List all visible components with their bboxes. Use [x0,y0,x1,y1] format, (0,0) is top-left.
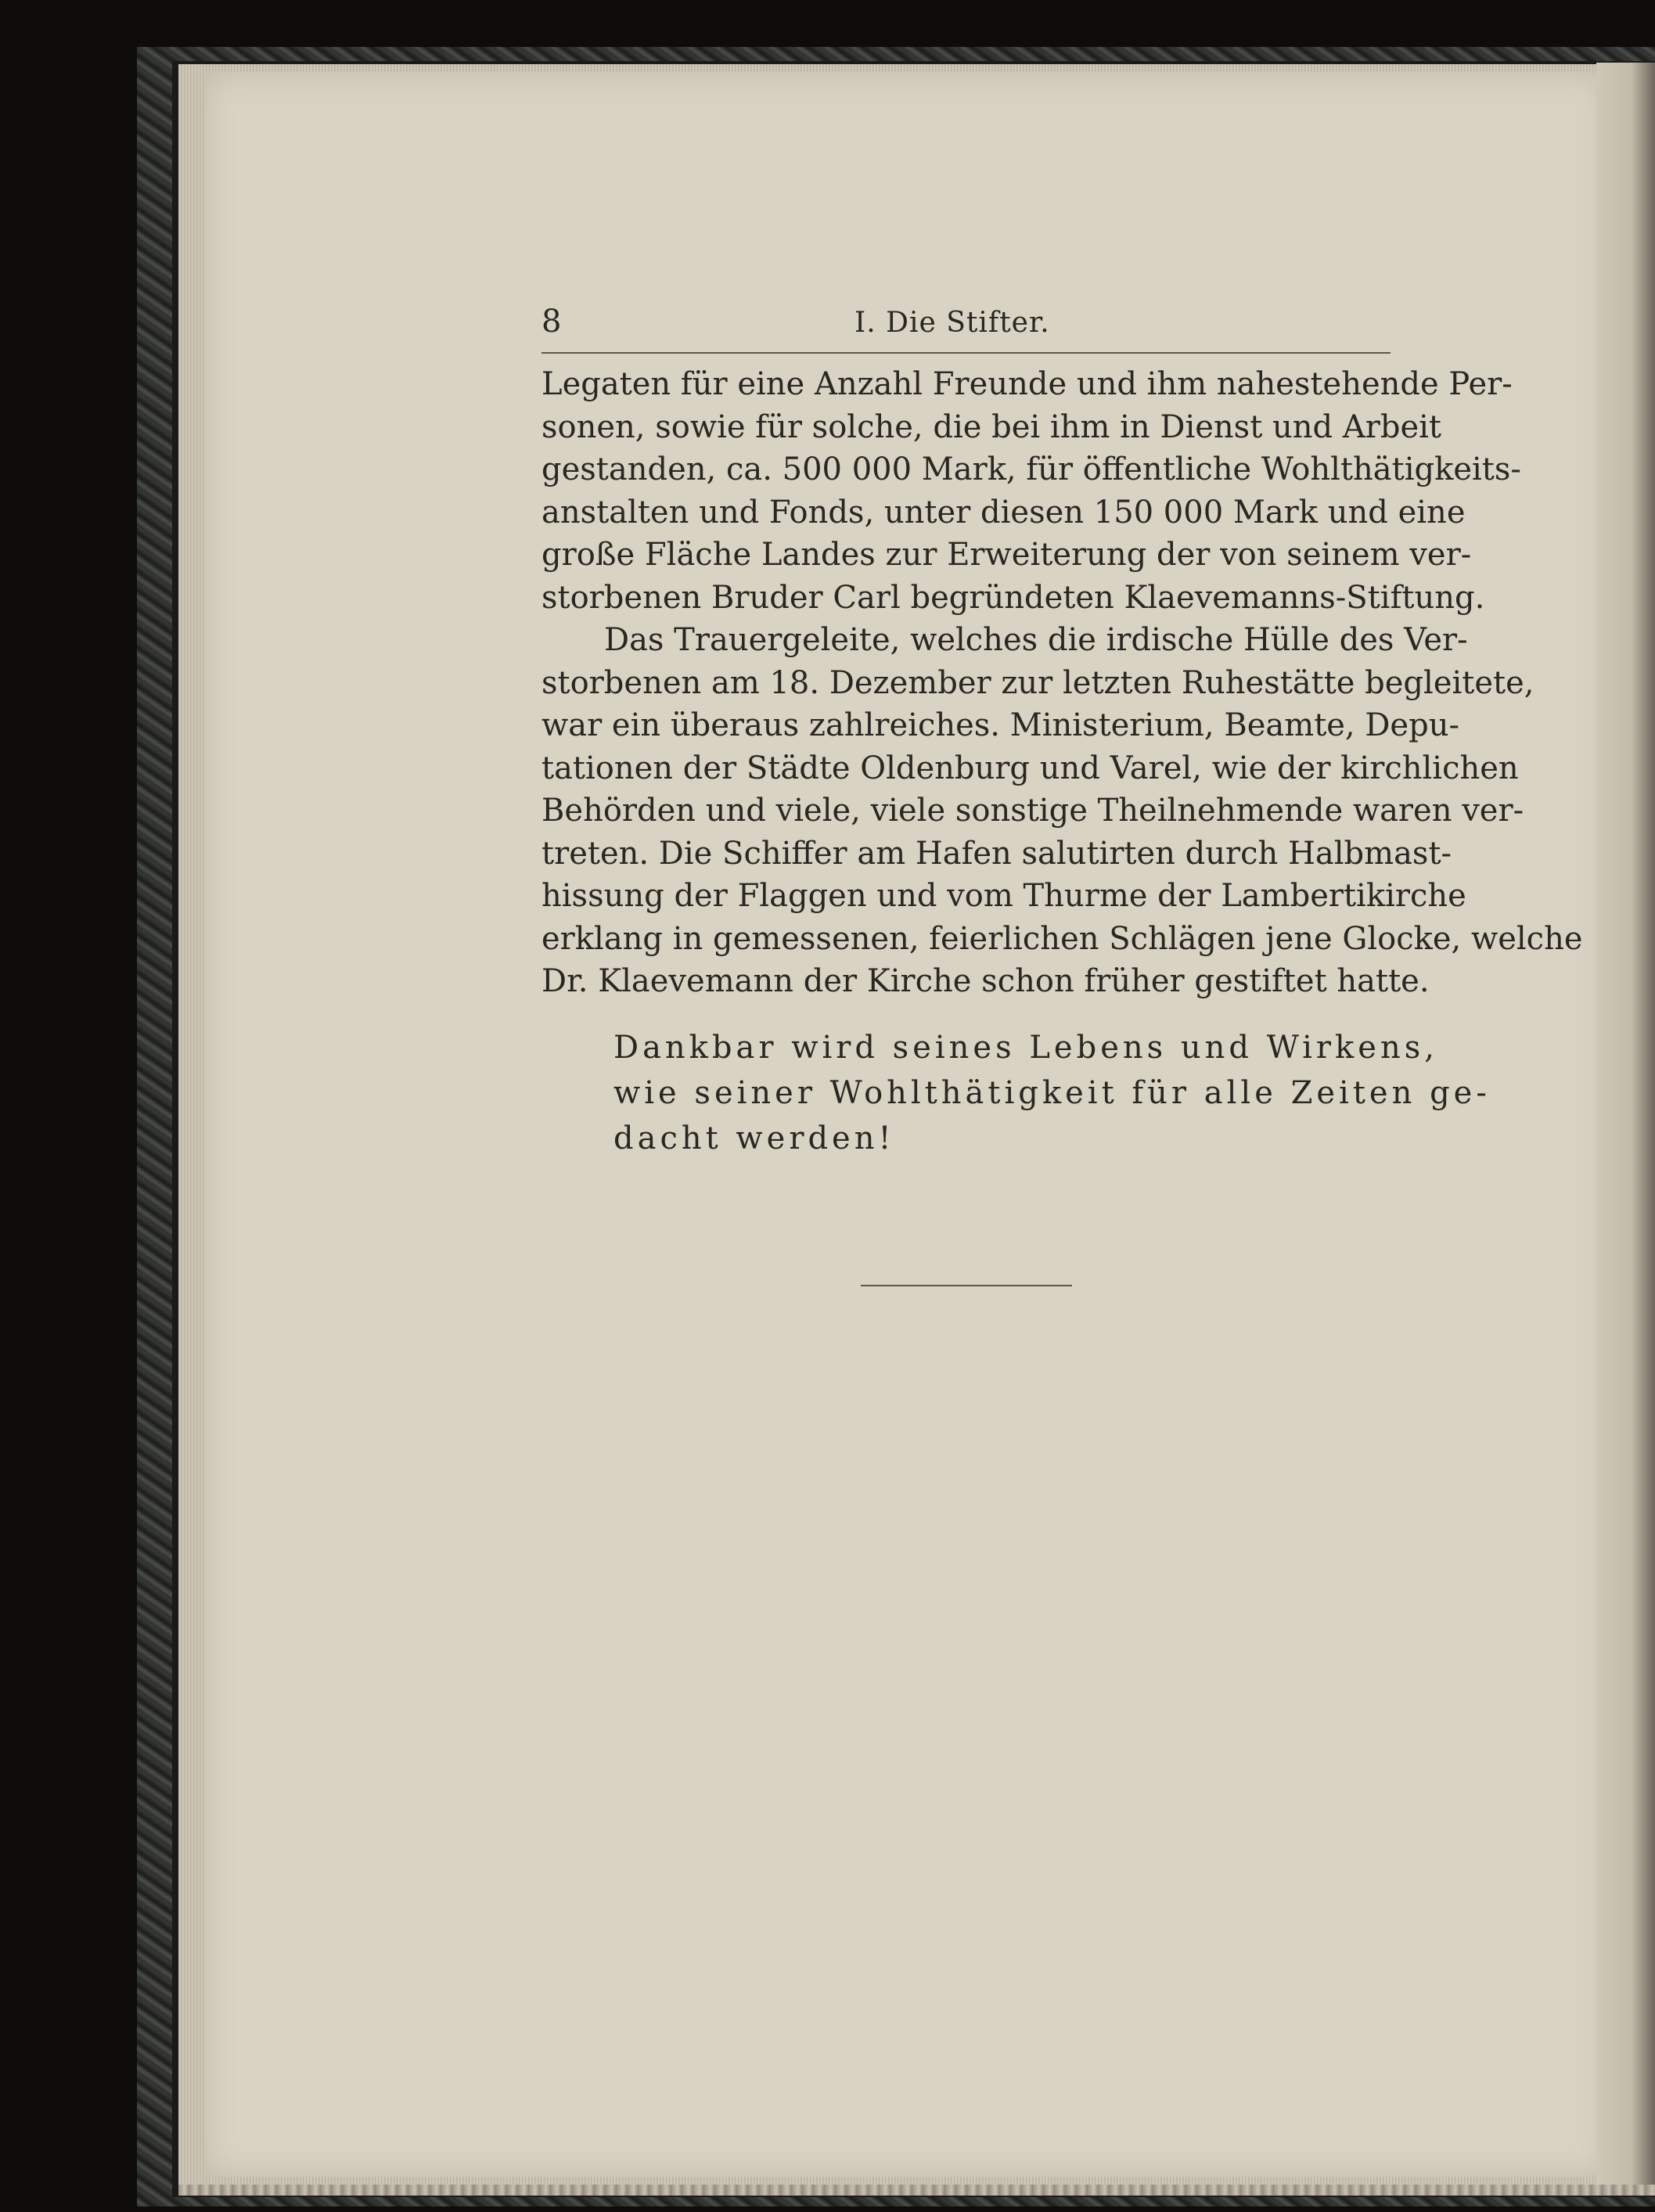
text-line: Dr. Klaevemann der Kirche schon früher gestiftet hatte. [541,963,1430,999]
text-line: storbenen Bruder Carl begründeten Klaevemanns-Stiftung. [541,579,1485,616]
bottom-page-edges [178,2185,1655,2196]
text-line: gestanden, ca. 500 000 Mark, für öffentliche Wohlthätigkeits- [541,451,1521,487]
text-line: treten. Die Schiffer am Hafen salutirten durch Halbmast- [541,835,1452,872]
paragraph-1 [541,363,1521,619]
text-line: erklang in gemessenen, feierlichen Schlägen jene Glocke, welche [541,920,1583,957]
text-line: Das Trauergeleite, welches die irdische Hülle des Ver- [604,622,1468,658]
text-line: Legaten für eine Anzahl Freunde und ihm nahestehende Per- [541,366,1513,402]
page-content [541,304,1583,1161]
closing-line: wie seiner Wohlthätigkeit für alle Zeiten ge- [613,1074,1491,1111]
text-line: anstalten und Fonds, unter diesen 150 000 Mark und eine [541,494,1466,531]
end-rule-divider [861,1285,1072,1286]
closing-line: dacht werden! [613,1120,895,1156]
text-line: Behörden und viele, viele sonstige Theilnehmende waren ver- [541,793,1524,829]
closing-line: Dankbar wird seines Lebens und Wirkens, [613,1029,1438,1066]
section-title: I. Die Stifter. [854,307,1050,339]
running-head [541,304,1391,354]
text-line: große Fläche Landes zur Erweiterung der von seinem ver- [541,537,1472,573]
text-line: hissung der Flaggen und vom Thurme der Lambertikirche [541,878,1466,914]
text-line: storbenen am 18. Dezember zur letzten Ruhestätte begleitete, [541,664,1534,701]
closing-dedication [541,1025,1491,1161]
text-line: sonen, sowie für solche, die bei ihm in Dienst und Arbeit [541,408,1441,445]
text-line: tationen der Städte Oldenburg und Varel, wie der kirchlichen [541,750,1519,786]
page-number: 8 [541,304,562,340]
paragraph-2 [541,619,1583,1003]
text-line: war ein überaus zahlreiches. Ministerium, Beamte, Depu- [541,707,1459,743]
facing-page-edge [1596,63,1655,2191]
